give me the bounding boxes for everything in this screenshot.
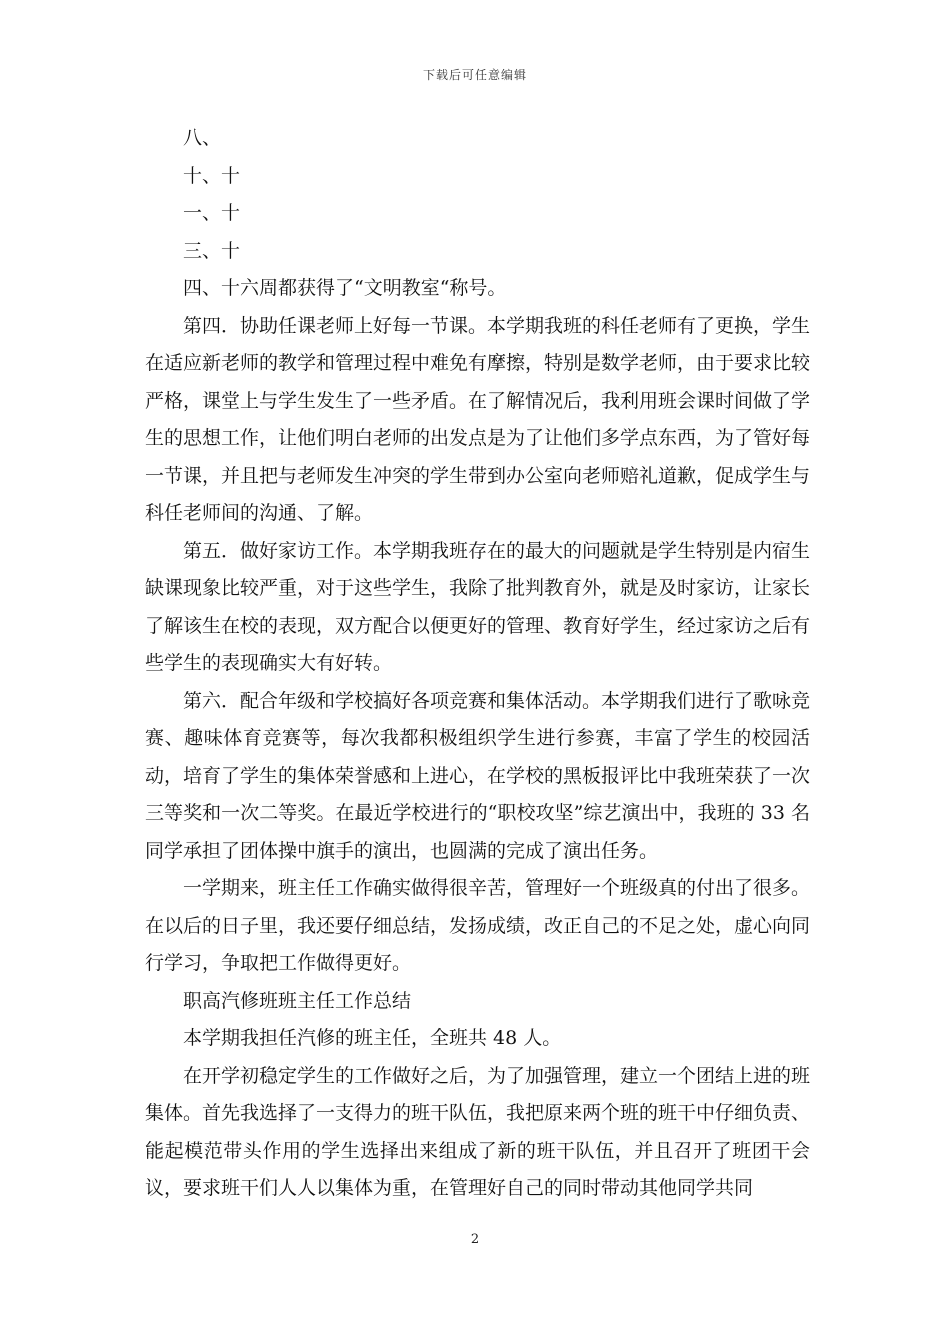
paragraph: 第五．做好家访工作。本学期我班存在的最大的问题就是学生特别是内宿生缺课现象比较严重，对于这些学生，我除了批判教育外，就是及时家访，让家长了解该生在校的表现，双方配合以便更好的管理、教育好学生，经过家访之后有些学生的表现确实大有好转。 [145, 539, 811, 674]
paragraph: 本学期我担任汽修的班主任，全班共 48 人。 [183, 1027, 562, 1049]
list-item: 四、十六周都获得了“文明教室“称号。 [183, 277, 507, 299]
paragraph: 在开学初稳定学生的工作做好之后，为了加强管理，建立一个团结上进的班集体。首先我选择了一支得力的班干队伍，我把原来两个班的班干中仔细负责、能起模范带头作用的学生选择出来组成了新的班干队伍，并且召开了班团干会议，要求班干们人人以集体为重，在管理好自己的同时带动其他同学共同 [145, 1064, 811, 1199]
document-body [145, 120, 810, 1208]
paragraph: 第四．协助任课老师上好每一节课。本学期我班的科任老师有了更换，学生在适应新老师的教学和管理过程中难免有摩擦，特别是数学老师，由于要求比较严格，课堂上与学生发生了一些矛盾。在了解情况后，我利用班会课时间做了学生的思想工作，让他们明白老师的出发点是为了让他们多学点东西，为了管好每一节课，并且把与老师发生冲突的学生带到办公室向老师赔礼道歉，促成学生与科任老师间的沟通、了解。 [145, 314, 811, 524]
page-number: 2 [470, 1232, 480, 1247]
list-item: 八、 [183, 127, 222, 149]
page-header: 下载后可任意编辑 [422, 68, 527, 82]
list-item: 三、十 [183, 239, 241, 262]
list-item: 一、十 [183, 202, 241, 224]
section-title: 职高汽修班班主任工作总结 [183, 989, 412, 1012]
paragraph: 第六．配合年级和学校搞好各项竞赛和集体活动。本学期我们进行了歌咏竞赛、趣味体育竞赛等，每次我都积极组织学生进行参赛，丰富了学生的校园活动，培育了学生的集体荣誉感和上进心，在学校的黑板报评比中我班荣获了一次三等奖和一次二等奖。在最近学校进行的“职校攻坚”综艺演出中，我班的 33 名同学承担了团体操中旗手的演出，也圆满的完成了演出任务。 [145, 689, 811, 862]
paragraph: 一学期来，班主任工作确实做得很辛苦，管理好一个班级真的付出了很多。在以后的日子里，我还要仔细总结，发扬成绩，改正自己的不足之处，虚心向同行学习，争取把工作做得更好。 [145, 877, 811, 974]
list-item: 十、十 [183, 164, 241, 187]
